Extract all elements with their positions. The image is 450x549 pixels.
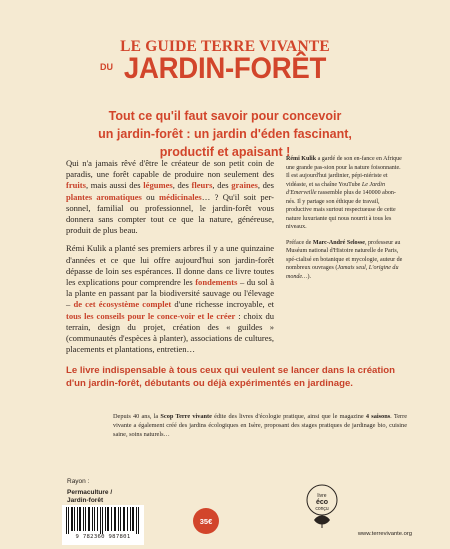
author-name: Rémi Kulik [286, 156, 317, 162]
text-run: ). [307, 273, 312, 280]
highlight-fruits: fruits [66, 180, 86, 191]
eco-logo-text [304, 493, 340, 513]
channel-name: Le Jardin d'Emerveille [286, 181, 385, 196]
price-badge: 35€ [193, 508, 219, 534]
tagline [50, 107, 400, 161]
description-column [66, 158, 274, 362]
text-run: , professeur au Muséum national d'Histoire naturelle de Paris, spé-cialisé en botanique et mycologie, auteur de nombreux ouvrages ( [286, 239, 403, 271]
author-bio [286, 155, 404, 232]
highlight-ecosysteme: de cet écosystème complet [73, 299, 172, 310]
text-run: – du sol à la plante en passant par la biodiversité sauvage ou l'élevage – [66, 277, 274, 310]
shelf-line-1: Permaculture / [67, 488, 113, 496]
barcode-bars [62, 505, 144, 535]
text-run: … ? Qu'il soit per-sonnel, familial ou professionnel, le jardin-forêt vous donnera sans compter tout ce que la nature, généreuse, produit de plus beau. [66, 191, 275, 236]
tagline-line-2: un jardin-forêt : un jardin d'éden fascinant, [98, 127, 352, 141]
text-run: , mais aussi des [85, 180, 144, 191]
publisher-website: www.terrevivante.org [357, 531, 412, 537]
author-column [286, 155, 404, 288]
text-run: . Terre vivante a également créé des jardins écologiques en Isère, proposant des stages pratiques de jardinage bio, cuisine saine, soins naturels… [113, 413, 408, 439]
description-paragraph-2 [66, 243, 274, 355]
highlight-aromatiques: plantes aromatiques [66, 191, 142, 202]
highlight-medicinales: médicinales [159, 191, 202, 202]
text-run: Qui n'a jamais rêvé d'être le créateur de son petit coin de paradis, une forêt capable de produire non seulement des [66, 158, 274, 180]
title-du: DU [100, 62, 113, 72]
text-run: d'une richesse incroyable, et [171, 299, 274, 310]
description-paragraph-1 [66, 158, 274, 236]
text-run: a gardé de son en-fance en Afrique une grande pas-sion pour la nature foisonnante. Il est aujourd'hui jardinier, pépi-niériste et vidéaste, et sa chaîne YouTube [286, 156, 402, 188]
isbn-number: 9 782360 987801 [75, 534, 131, 540]
highlight-conseils: tous les conseils pour le conce-voir et le créer [66, 310, 236, 321]
tagline-line-3: productif et apaisant ! [159, 145, 291, 159]
shelf-category [67, 478, 137, 506]
shelf-label: Rayon : [67, 478, 90, 485]
preface-author: Marc-André Selosse [312, 239, 365, 246]
text-run: : choix du terrain, design du projet, création des « guildes » (communautés d'espèces à planter), associations de cultures, placements et plantations, entretien… [66, 310, 275, 355]
publisher-about [113, 412, 407, 440]
magazine-name: 4 saisons [365, 413, 391, 420]
text-run: , des [212, 180, 232, 191]
text-run: Préface de [286, 239, 313, 246]
text-run: édite des livres d'écologie pratique, ainsi que le magazine [211, 413, 366, 420]
highlight-fondements: fondements [195, 277, 238, 288]
eco-line-3: conçu [315, 506, 329, 512]
text-run: Depuis 40 ans, la [113, 413, 161, 420]
text-run: , des [257, 180, 274, 191]
preface-credit [286, 239, 404, 282]
series-title: LE GUIDE TERRE VIVANTE [120, 38, 330, 55]
shelf-line-2: Jardin-forêt [67, 497, 104, 504]
text-run: , des [172, 180, 192, 191]
preface-books: Jamais seul, L'origine du monde… [286, 265, 399, 280]
highlight-legumes: légumes [143, 180, 173, 191]
highlight-graines: graines [231, 180, 258, 191]
tagline-line-1: Tout ce qu'il faut savoir pour concevoir [108, 109, 342, 123]
book-title: JARDIN-FORÊT [123, 52, 327, 85]
eco-line-1: livre [317, 493, 327, 499]
text-run: Rémi Kulik a planté ses premiers arbres il y a une quinzaine d'années et ce que lui offre aujourd'hui son jardin-forêt dépasse de loin ses espérances. Il donne dans ce livre toutes les explications pour comprendre les [66, 243, 274, 288]
publisher-name: Scop Terre vivante [160, 413, 212, 420]
eco-line-2: éco [315, 498, 329, 506]
highlight-fleurs: fleurs [191, 180, 213, 191]
text-run: rassemble plus de 140000 abon-nés. Il y partage son éthique de travail, productive mais surtout respectueuse de cette nature luxuriante qui nous nourrit à tous les niveaux. [286, 190, 396, 230]
conclusion-statement: Le livre indispensable à tous ceux qui veulent se lancer dans la création d'un jardin-forêt, débutants ou déjà expérimentés en jardinage. [66, 365, 395, 389]
text-run: ou [141, 191, 160, 202]
